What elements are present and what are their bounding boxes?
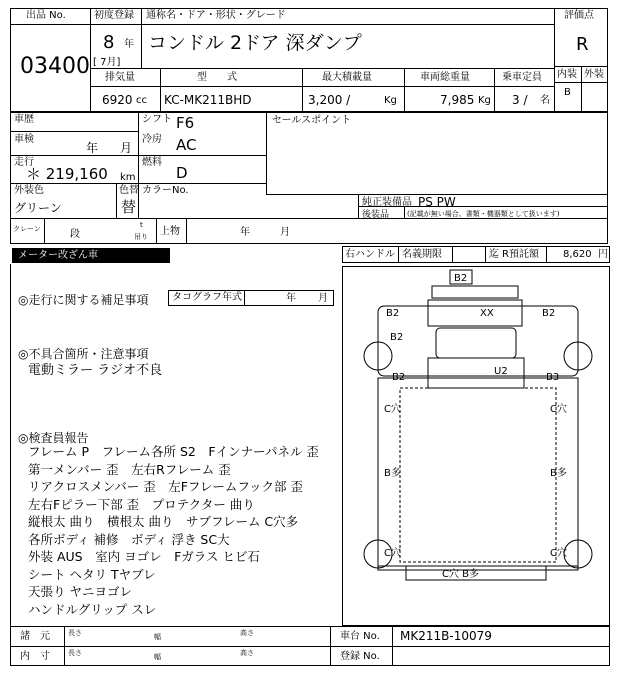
color-change: 替 [121, 198, 137, 216]
crane-t: t [140, 221, 143, 229]
running-notes-label: ◎走行に関する補足事項 [18, 293, 149, 307]
mark-b2-left: B2 [390, 332, 404, 343]
mark-b3: B3 [546, 372, 560, 383]
crane-stage: 段 [70, 229, 80, 240]
upper-label: 上物 [160, 226, 180, 237]
spec-header-displacement: 排気量 [105, 72, 135, 83]
gross-value: 7,985 [440, 93, 475, 107]
inspector-line: 各所ボディ 補修 ボディ 浮き SC大 [28, 531, 230, 547]
color-label: 外装色 [14, 185, 44, 196]
shift-label: シフト [142, 114, 172, 125]
gross-unit: Kg [478, 95, 491, 106]
tamper-badge [12, 248, 170, 263]
sales-point-label: セールスポイント [272, 115, 352, 126]
mileage-value: ＊ 219,160 [26, 165, 108, 183]
aftermarket-note: (記載が無い場合、書類・機器類として扱います) [407, 210, 560, 218]
inspector-line: 左右Fピラー下部 歪 プロテクター 曲り [28, 496, 255, 512]
truck-diagram [342, 266, 610, 626]
inspector-label: ◎検査員報告 [18, 431, 89, 445]
inspector-line: ハンドルグリップ スレ [28, 601, 157, 617]
dims-label: 諸 元 [20, 631, 50, 642]
displacement-value: 6920 [102, 93, 133, 107]
mark-b-many-left: B多 [384, 468, 401, 479]
tacho-label: タコグラフ年式 [172, 292, 242, 303]
recycle-value: 8,620 [563, 249, 592, 260]
first-reg-label: 初度登録 [94, 10, 134, 21]
recycle-label: R預託額 [502, 249, 539, 260]
yen-label: 円 [598, 249, 608, 260]
upper-month: 月 [280, 227, 290, 238]
mileage-unit: km [120, 172, 136, 183]
inspector-line: シート ヘタリ Tヤブレ [28, 566, 156, 582]
chassis-label: 車台 No. [340, 631, 380, 642]
first-reg-year: 8 [103, 32, 115, 53]
lot-label: 出品 No. [26, 10, 66, 21]
interior-grade: B [564, 87, 571, 98]
inspection-month: 月 [120, 141, 133, 155]
mark-c-hole-b-many-rear: C穴 B多 [442, 569, 480, 580]
mark-b2-left-lower: B2 [392, 372, 406, 383]
upper-year: 年 [240, 227, 250, 238]
inspector-report [28, 446, 328, 626]
aircon-label: 冷房 [142, 134, 162, 145]
damage-marks [384, 273, 567, 580]
reg-label: 登録 No. [340, 651, 380, 662]
transfer-label: 名義期限 [402, 249, 442, 260]
aircon-value: AC [176, 136, 197, 154]
defects-label: ◎不具合箇所・注意事項 [18, 347, 149, 361]
load-value: 3,200 / [308, 93, 351, 107]
mark-u2: U2 [494, 366, 508, 377]
equipment-label: 純正装備品 [362, 197, 412, 208]
spec-header-model: 型 式 [197, 72, 237, 83]
mark-c-hole-left-upper: C穴 [384, 404, 401, 415]
first-reg-year-unit: 年 [124, 39, 134, 50]
inspector-line: フレーム P フレーム各所 S2 Fインナーパネル 歪 [28, 444, 319, 459]
car-header: 通称名・ドア・形状・グレード [146, 10, 286, 21]
mileage-label: 走行 [14, 157, 34, 168]
interior-height: 高さ [240, 649, 254, 657]
shift-value: F6 [176, 114, 195, 132]
mark-b2-left-cab: B2 [386, 308, 400, 319]
tax-label: 迄 [489, 249, 499, 260]
fuel-value: D [176, 164, 188, 182]
interior-label: 内装 [557, 69, 577, 80]
spec-header-load: 最大積載量 [322, 72, 372, 83]
tacho-month: 月 [318, 293, 328, 304]
tamper-text: メーター改ざん車 [18, 250, 98, 261]
spec-header-gross: 車両総重量 [420, 72, 470, 83]
inspector-line: 第一メンバー 歪 左右Rフレーム 歪 [28, 461, 231, 477]
model-value: KC-MK211BHD [164, 93, 252, 107]
mark-c-hole-right-lower: C穴 [550, 548, 567, 559]
mark-b2-right-cab: B2 [542, 308, 556, 319]
mark-b2-top: B2 [454, 273, 468, 284]
interior-width: 幅 [154, 653, 161, 661]
inspector-line: リアクロスメンバー 歪 左Fフレームフック部 歪 [28, 479, 304, 494]
capacity-unit: 名 [540, 95, 550, 106]
crane-hang: 吊り [134, 233, 148, 241]
equipment-value: PS PW [418, 195, 456, 209]
mark-c-hole-left-lower: C穴 [384, 548, 401, 559]
lot-number: 03400 [20, 54, 90, 79]
inspector-line: 天張り ヤニヨゴレ [28, 584, 132, 599]
dims-height: 高さ [240, 629, 254, 637]
color-value: グリーン [14, 201, 62, 215]
dims-length: 長さ [68, 629, 82, 637]
displacement-unit: cc [136, 95, 147, 106]
aftermarket-label: 後装品 [362, 210, 390, 220]
first-reg-month: [ 7月] [93, 57, 121, 68]
tacho-year: 年 [286, 293, 296, 304]
color-no-label: カラーNo. [142, 185, 189, 196]
inspection-label: 車検 [14, 134, 34, 145]
load-unit: Kg [384, 95, 397, 106]
color-change-label: 色替 [119, 185, 139, 196]
exterior-label: 外装 [584, 69, 604, 80]
inspection-year: 年 [86, 141, 99, 155]
chassis-value: MK211B-10079 [400, 629, 492, 643]
handle-value: 右ハンドル [345, 249, 395, 260]
interior-length: 長さ [68, 649, 82, 657]
fuel-label: 燃料 [142, 157, 162, 168]
mark-b-many-right: B多 [550, 468, 567, 479]
car-name: コンドル 2ドア 深ダンプ [148, 32, 362, 54]
mark-xx: XX [480, 308, 494, 319]
inspector-line: 外装 AUS 室内 ヨゴレ Fガラス ヒビ石 [28, 549, 260, 564]
dims-width: 幅 [154, 633, 161, 641]
defects-text: 電動ミラー ラジオ不良 [28, 363, 163, 378]
interior-dims-label: 内 寸 [20, 651, 50, 662]
mark-c-hole-right-upper: C穴 [550, 404, 567, 415]
inspector-line: 縦根太 曲り 横根太 曲り サブフレーム C穴多 [28, 514, 299, 529]
grade-value: R [576, 34, 589, 55]
spec-header-capacity: 乗車定員 [502, 72, 542, 83]
grade-label: 評価点 [564, 10, 594, 21]
crane-label: クレーン [13, 225, 41, 233]
capacity-value: 3 / [512, 93, 528, 107]
history-label: 車歴 [14, 114, 34, 125]
